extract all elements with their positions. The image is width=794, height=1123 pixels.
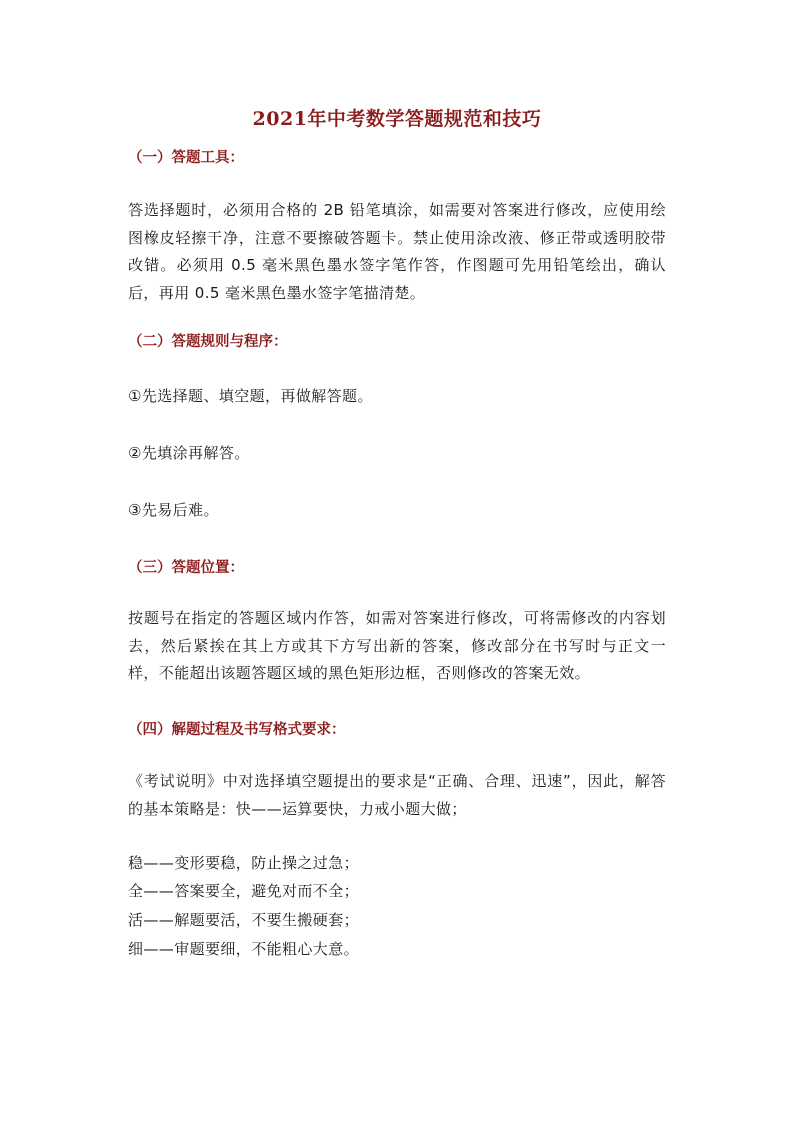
- section-3-paragraph: 按题号在指定的答题区域内作答，如需对答案进行修改，可将需修改的内容划去，然后紧挨在其上方或其下方写出新的答案，修改部分在书写时与正文一样，不能超出该题答题区域的黑色矩形边框，否则修改的答案无效。: [128, 609, 666, 682]
- section-1-heading: （一）答题工具：: [128, 150, 244, 166]
- section-3-heading: （三）答题位置：: [128, 560, 244, 576]
- document-title: 2021年中考数学答题规范和技巧: [252, 108, 542, 130]
- section-2-item-3: ③先易后难。: [128, 501, 219, 519]
- section-1-paragraph: 答选择题时，必须用合格的 2B 铅笔填涂，如需要对答案进行修改，应使用绘图橡皮轻擦干净，注意不要擦破答题卡。禁止使用涂改液、修正带或透明胶带改错。必须用 0.5 毫米黑色墨水签字笔作答，作图题可先用铅笔绘出，确认后，再用 0.5 毫米黑色墨水签字笔描清楚。: [128, 201, 666, 302]
- section-2-item-2: ②先填涂再解答。: [128, 444, 250, 462]
- section-4-heading: （四）解题过程及书写格式要求：: [128, 722, 346, 738]
- section-4-item-3: 活——解题要活，不要生搬硬套；: [128, 911, 360, 929]
- section-2-item-1: ①先选择题、填空题，再做解答题。: [128, 387, 373, 405]
- section-4-paragraph: 《考试说明》中对选择填空题提出的要求是“正确、合理、迅速”，因此，解答的基本策略是：快——运算要快，力戒小题大做；: [128, 772, 666, 818]
- section-2-heading: （二）答题规则与程序：: [128, 334, 288, 350]
- section-4-item-1: 稳——变形要稳，防止操之过急；: [128, 854, 360, 872]
- section-4-item-4: 细——审题要细，不能粗心大意。: [128, 940, 360, 958]
- section-4-item-2: 全——答案要全，避免对而不全；: [128, 882, 360, 900]
